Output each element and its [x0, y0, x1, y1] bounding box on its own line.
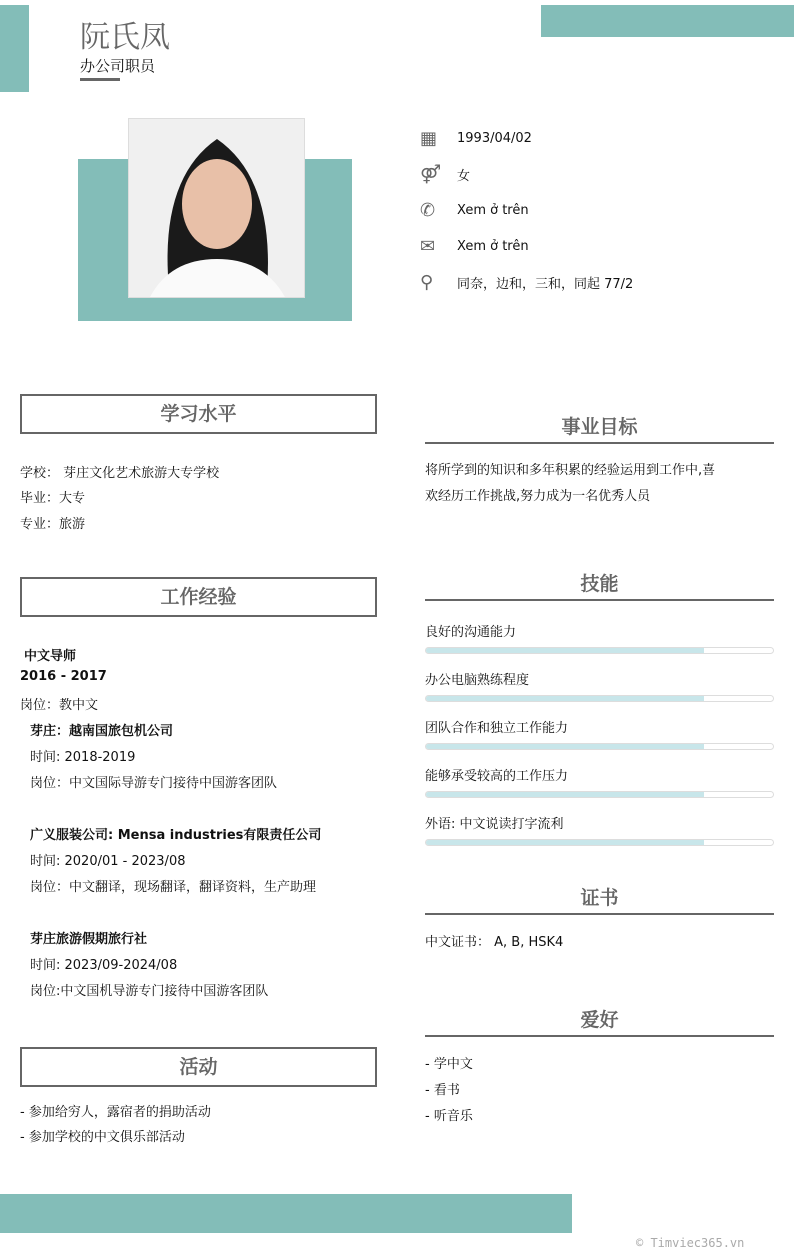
job-title: 办公司职员: [80, 57, 156, 75]
accent-block-left: [0, 5, 29, 92]
hobby-item: - 听音乐: [425, 1109, 473, 1124]
job-company: 广义服装公司: Mensa industries有限责任公司: [30, 828, 322, 843]
profile-photo: [128, 118, 305, 298]
experience-role: 中文导师: [24, 649, 77, 664]
activities-heading: 活动: [20, 1047, 377, 1087]
skill-bar: [425, 743, 774, 750]
skill-bar-fill: [426, 744, 704, 749]
skill-label: 能够承受较高的工作压力: [425, 769, 569, 784]
education-school: 学校： 芽庄文化艺术旅游大专学校: [20, 466, 220, 481]
skill-bar-fill: [426, 840, 704, 845]
location-icon: ⚲: [420, 272, 434, 293]
job-position: 岗位：中文翻译，现场翻译，翻译资料，生产助理: [30, 880, 317, 895]
experience-heading: 工作经验: [20, 577, 377, 617]
email-icon: ✉: [420, 236, 436, 257]
skill-bar-fill: [426, 696, 704, 701]
education-heading: 学习水平: [20, 394, 377, 434]
job-time: 时间: 2018-2019: [30, 750, 136, 765]
skill-bar: [425, 839, 774, 846]
footer-bar: [0, 1194, 572, 1233]
objective-heading: 事业目标: [425, 412, 774, 444]
skills-heading: 技能: [425, 569, 774, 601]
phone-icon: ✆: [420, 200, 436, 221]
education-major: 专业：旅游: [20, 517, 86, 532]
skill-bar-fill: [426, 648, 704, 653]
skill-label: 外语: 中文说读打字流利: [425, 817, 564, 832]
skill-bar: [425, 647, 774, 654]
skill-bar-fill: [426, 792, 704, 797]
hobby-item: - 看书: [425, 1083, 460, 1098]
hobbies-heading: 爱好: [425, 1005, 774, 1037]
certificates-heading: 证书: [425, 883, 774, 915]
job-position: 岗位：中文国际导游专门接待中国游客团队: [30, 776, 278, 791]
skill-label: 办公电脑熟练程度: [425, 673, 530, 688]
skill-label: 良好的沟通能力: [425, 625, 517, 640]
info-email: ✉ Xem ở trên: [420, 236, 529, 257]
watermark: © Timviec365.vn: [636, 1236, 745, 1250]
info-gender: ⚤ 女: [420, 164, 471, 185]
info-address: ⚲ 同奈，边和，三和，同起 77/2: [420, 272, 634, 293]
candidate-name: 阮氏凤: [80, 20, 170, 55]
hobby-item: - 学中文: [425, 1057, 473, 1072]
gender-icon: ⚤: [420, 164, 442, 185]
divider: [80, 78, 120, 81]
job-company: 芽庄：越南国旅包机公司: [30, 724, 174, 739]
accent-block-top-right: [541, 5, 794, 37]
objective-text: 将所学到的知识和多年积累的经验运用到工作中,喜: [425, 463, 716, 478]
info-birthday: ▦ 1993/04/02: [420, 128, 532, 149]
activity-item: - 参加给穷人，露宿者的捐助活动: [20, 1105, 211, 1120]
certificate-text: 中文证书： A, B, HSK4: [425, 935, 564, 950]
experience-position: 岗位：教中文: [20, 698, 99, 713]
activity-item: - 参加学校的中文俱乐部活动: [20, 1130, 185, 1145]
job-position: 岗位:中文国机导游专门接待中国游客团队: [30, 984, 269, 999]
objective-text: 欢经历工作挑战,努力成为一名优秀人员: [425, 489, 651, 504]
education-degree: 毕业：大专: [20, 491, 86, 506]
job-time: 时间: 2020/01 - 2023/08: [30, 854, 186, 869]
experience-years: 2016 - 2017: [20, 669, 107, 684]
skill-bar: [425, 791, 774, 798]
job-time: 时间: 2023/09-2024/08: [30, 958, 178, 973]
skill-label: 团队合作和独立工作能力: [425, 721, 569, 736]
calendar-icon: ▦: [420, 128, 438, 149]
skill-bar: [425, 695, 774, 702]
job-company: 芽庄旅游假期旅行社: [30, 932, 148, 947]
info-phone: ✆ Xem ở trên: [420, 200, 529, 221]
